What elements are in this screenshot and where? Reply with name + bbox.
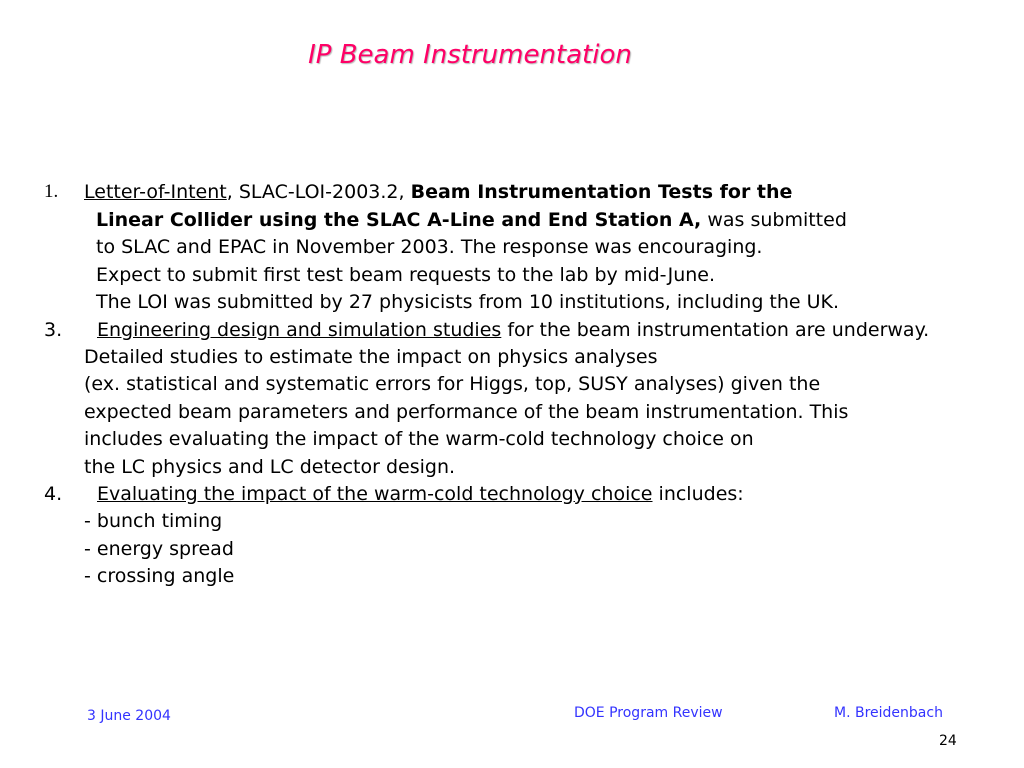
item-3-number: 3. <box>44 319 63 341</box>
loi-bold-title-b: Linear Collider using the SLAC A-Line and End Station A, <box>96 209 702 231</box>
engineering-design-heading: Engineering design and simulation studies <box>97 319 502 341</box>
warm-cold-rest: includes: <box>652 483 744 505</box>
footer-author: M. Breidenbach <box>834 705 943 721</box>
item-3-body-line: (ex. statistical and systematic errors for Higgs, top, SUSY analyses) given the <box>84 373 821 395</box>
item-3-body-line: the LC physics and LC detector design. <box>84 456 456 478</box>
item-4-number: 4. <box>44 483 63 505</box>
item-1-number: 1. <box>44 181 59 202</box>
page-number: 24 <box>939 733 957 749</box>
bullet-item: - crossing angle <box>84 565 235 587</box>
submitted-text: was submitted <box>701 209 847 231</box>
item-3-body-line: includes evaluating the impact of the warm-cold technology choice on <box>84 428 754 450</box>
item-1-line-3: to SLAC and EPAC in November 2003. The response was encouraging. <box>96 236 763 258</box>
item-1-line-4: Expect to submit first test beam requests to the lab by mid-June. <box>96 264 716 286</box>
item-3-heading-line <box>97 318 929 342</box>
footer-event: DOE Program Review <box>574 705 723 721</box>
loi-reference: , SLAC-LOI-2003.2, <box>226 181 411 203</box>
letter-of-intent-link: Letter-of-Intent <box>84 181 227 203</box>
warm-cold-heading: Evaluating the impact of the warm-cold technology choice <box>97 483 653 505</box>
engineering-design-rest: for the beam instrumentation are underway. <box>501 319 930 341</box>
item-3-body-line: Detailed studies to estimate the impact on physics analyses <box>84 346 658 368</box>
slide-title: IP Beam Instrumentation <box>308 40 632 70</box>
bullet-item: - energy spread <box>84 538 234 560</box>
item-1-line-5: The LOI was submitted by 27 physicists from 10 institutions, including the UK. <box>96 291 840 313</box>
item-3-body-line: expected beam parameters and performance of the beam instrumentation. This <box>84 401 849 423</box>
item-4-heading-line <box>97 482 744 506</box>
loi-bold-title-a: Beam Instrumentation Tests for the <box>410 181 793 203</box>
footer-date: 3 June 2004 <box>87 708 171 724</box>
item-1-line-2 <box>96 208 847 232</box>
item-1-line-1 <box>84 180 792 204</box>
bullet-item: - bunch timing <box>84 510 223 532</box>
